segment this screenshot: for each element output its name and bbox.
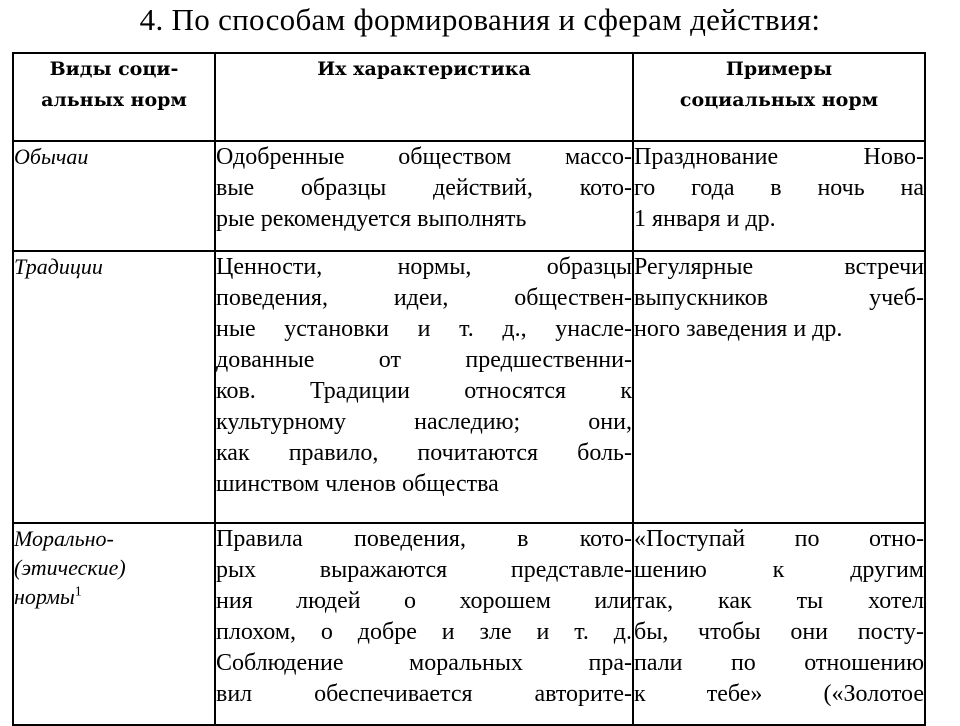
- norm-kind-with-footnote: [14, 582, 214, 611]
- text-line: Ценности, нормы, образцы: [216, 254, 632, 280]
- social-norms-table: [12, 52, 926, 726]
- header-line: социальных норм: [679, 89, 879, 111]
- table-row: [13, 141, 925, 251]
- norm-kind-cell: [13, 251, 215, 523]
- header-examples: [633, 53, 925, 141]
- table-row: [13, 523, 925, 725]
- page-title: 4. По способам формирования и сферам действия:: [139, 2, 821, 37]
- norm-kind: Обычаи: [14, 144, 89, 169]
- text-line: дованные от предшественни-: [216, 347, 632, 373]
- table-row: [13, 251, 925, 523]
- text-line: пали по отношению: [634, 650, 924, 676]
- norm-description-cell: [215, 251, 633, 523]
- table-header-row: [13, 53, 925, 141]
- text-line: Правила поведения, в кото-: [216, 526, 632, 552]
- text-line: ные установки и т. д., унасле-: [216, 316, 632, 342]
- text-line: Одобренные обществом массо-: [216, 144, 632, 170]
- header-line: альных норм: [41, 89, 187, 111]
- text-line: бы, чтобы они посту-: [634, 619, 924, 645]
- text-line: 1 января и др.: [634, 206, 776, 232]
- text-line: культурному наследию; они,: [216, 409, 632, 435]
- text-line: го года в ночь на: [634, 175, 924, 201]
- text-line: поведения, идеи, обществен-: [216, 285, 632, 311]
- text-line: вые образцы действий, кото-: [216, 175, 632, 201]
- text-line: ния людей о хорошем или: [216, 588, 632, 614]
- norm-examples-cell: [633, 141, 925, 251]
- text-line: как правило, почитаются боль-: [216, 440, 632, 466]
- text-line: ков. Традиции относятся к: [216, 378, 632, 404]
- norm-description-cell: [215, 141, 633, 251]
- text-line: шинством членов общества: [216, 471, 499, 497]
- text-line: выпускников учеб-: [634, 285, 924, 311]
- norm-kind: Морально-: [14, 526, 114, 551]
- text-line: шению к другим: [634, 557, 924, 583]
- text-line: рые рекомендуется выполнять: [216, 206, 527, 232]
- header-line: Их характеристика: [317, 58, 531, 80]
- text-line: плохом, о добре и зле и т. д.: [216, 619, 632, 645]
- norm-examples-cell: [633, 251, 925, 523]
- text-line: рых выражаются представле-: [216, 557, 632, 583]
- norm-kind: нормы: [14, 584, 75, 609]
- norm-kind: (этические): [14, 555, 126, 580]
- text-line: Соблюдение моральных пра-: [216, 650, 632, 676]
- norm-examples-cell: [633, 523, 925, 725]
- norm-kind-cell: [13, 141, 215, 251]
- header-characteristics: [215, 53, 633, 141]
- header-norm-types: [13, 53, 215, 141]
- text-line: Регулярные встречи: [634, 254, 924, 280]
- text-line: Празднование Ново-: [634, 144, 924, 170]
- text-line: к тебе» («Золотое: [634, 681, 924, 707]
- header-line: Примеры: [725, 58, 833, 80]
- text-line: вил обеспечивается авторите-: [216, 681, 632, 707]
- text-line: так, как ты хотел: [634, 588, 924, 614]
- footnote-marker: 1: [74, 584, 82, 600]
- norm-kind-cell: [13, 523, 215, 725]
- norm-description-cell: [215, 523, 633, 725]
- norm-kind: Традиции: [14, 254, 103, 279]
- text-line: ного заведения и др.: [634, 316, 843, 342]
- header-line: Виды соци-: [49, 58, 179, 80]
- text-line: «Поступай по отно-: [634, 526, 924, 552]
